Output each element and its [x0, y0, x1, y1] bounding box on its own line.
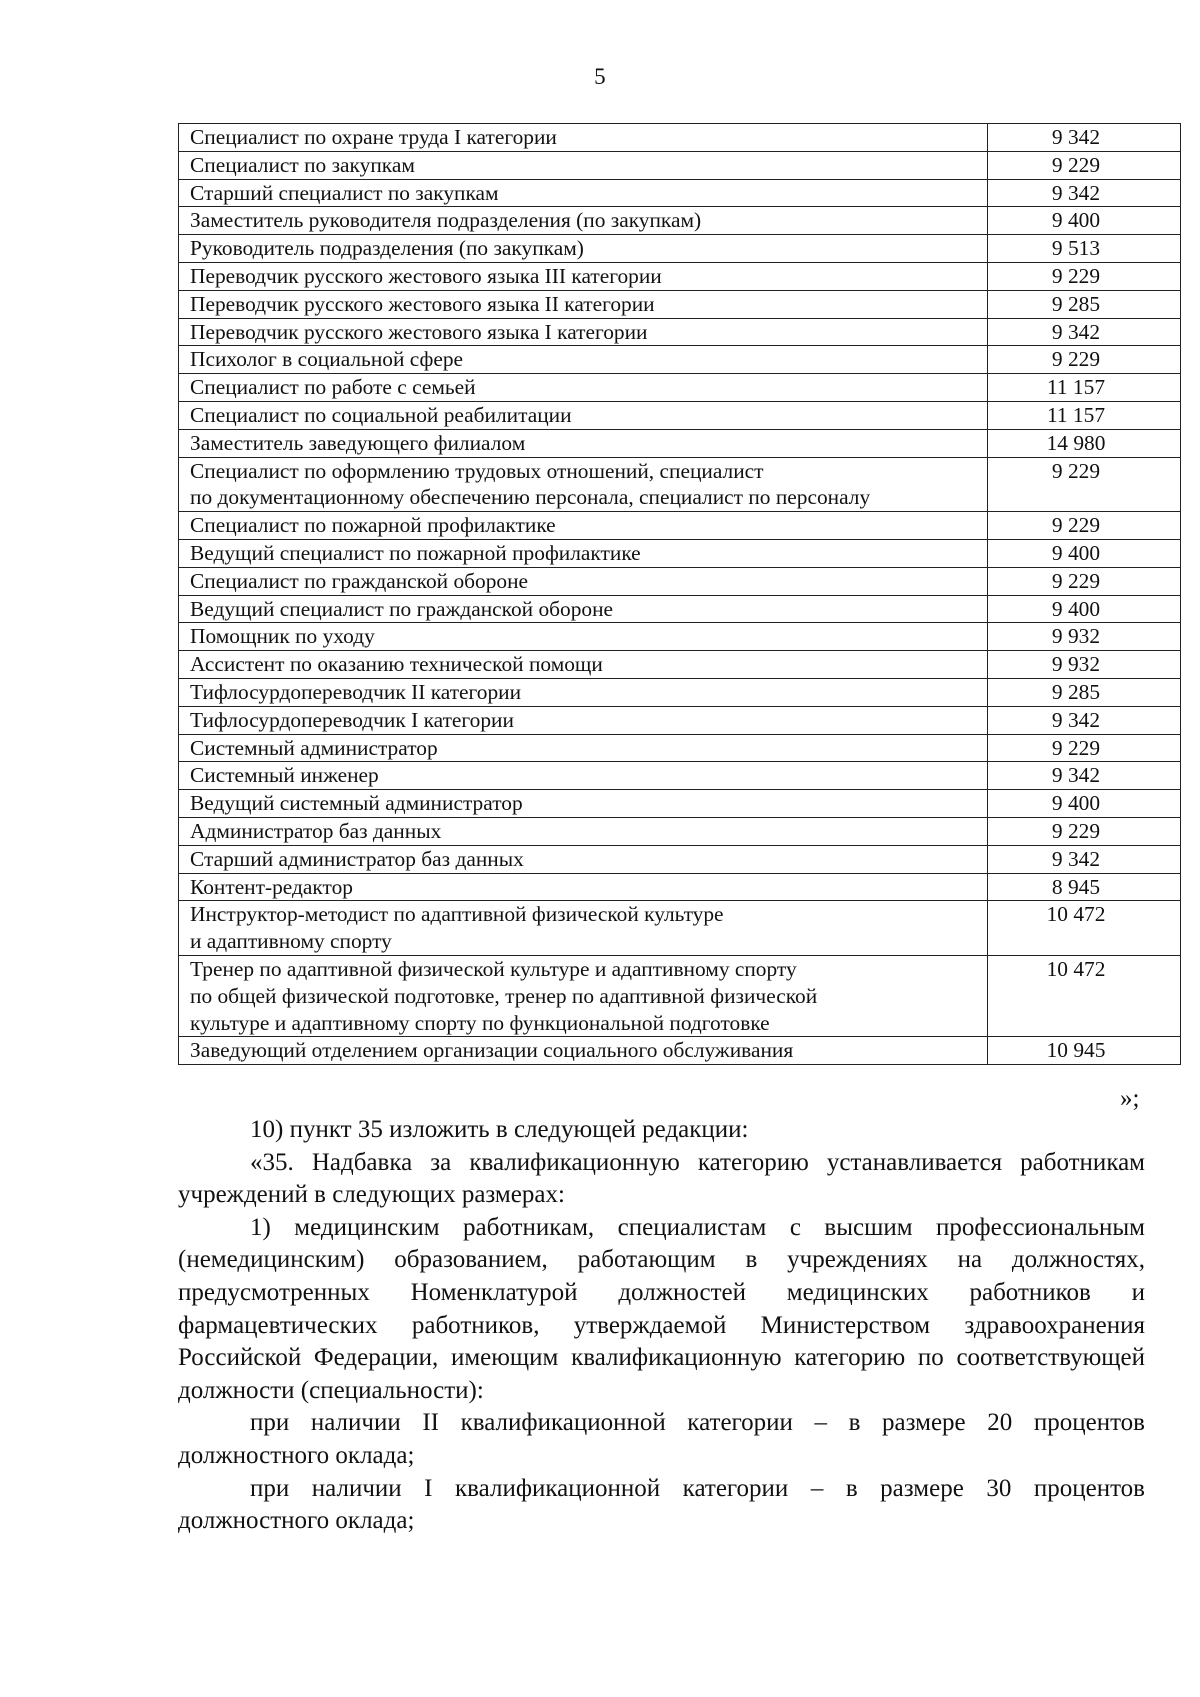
- position-text: Специалист по социальной реабилитации: [190, 402, 572, 427]
- position-cell: [179, 429, 988, 457]
- position-cell: [179, 346, 988, 374]
- table-row: [179, 124, 1181, 152]
- position-cell: [179, 845, 988, 873]
- table-row: [179, 235, 1181, 263]
- salary-cell: 9 342: [988, 318, 1181, 346]
- table-row: [179, 734, 1181, 762]
- position-cell: [179, 762, 988, 790]
- table-row: [179, 845, 1181, 873]
- position-cell: [179, 623, 988, 651]
- table-row: [179, 457, 1181, 512]
- position-cell: [179, 318, 988, 346]
- position-cell: [179, 817, 988, 845]
- table-row: [179, 873, 1181, 901]
- position-text: Ассистент по оказанию технической помощи: [190, 652, 603, 677]
- position-text: Системный администратор: [190, 735, 438, 760]
- salary-cell: 9 400: [988, 207, 1181, 235]
- table-row: [179, 623, 1181, 651]
- table-row: [179, 595, 1181, 623]
- table-row: [179, 346, 1181, 374]
- salary-cell: 9 229: [988, 151, 1181, 179]
- salary-cell: 9 932: [988, 623, 1181, 651]
- paragraph-clause-35: «35. Надбавка за квалификационную категорию устанавливается работникам учреждений в следующих размерах:: [178, 1148, 1145, 1209]
- position-cell: [179, 595, 988, 623]
- position-cell: [179, 678, 988, 706]
- paragraph-subclause-1: 1) медицинским работникам, специалистам с высшим профессиональным (немедицинским) образованием, работающим в учреждениях на должностях, предусмотренных Номенклатурой должностей медицинских работников и фармацевтических работников, утверждаемой Министерством здравоохранения Российской Федерации, имеющим квалификационную категорию по соответствующей должности (специальности):: [178, 1213, 1145, 1404]
- position-text: Специалист по закупкам: [190, 152, 415, 177]
- position-cell: [179, 262, 988, 290]
- position-text: Переводчик русского жестового языка III категории: [190, 263, 662, 288]
- table-row: [179, 401, 1181, 429]
- table-row: [179, 318, 1181, 346]
- position-cell: [179, 512, 988, 540]
- salary-cell: 9 229: [988, 734, 1181, 762]
- position-text: Ведущий специалист по пожарной профилактике: [190, 540, 641, 565]
- salary-cell: 9 342: [988, 845, 1181, 873]
- position-cell: [179, 374, 988, 402]
- salary-cell: 9 400: [988, 539, 1181, 567]
- closing-quote-mark: »;: [1120, 1085, 1140, 1112]
- position-text: Специалист по охране труда I категории: [190, 125, 557, 149]
- salary-cell: 9 342: [988, 762, 1181, 790]
- salary-cell: 9 400: [988, 790, 1181, 818]
- salary-cell: 10 472: [988, 901, 1181, 956]
- table-row: [179, 179, 1181, 207]
- salary-cell: 9 229: [988, 346, 1181, 374]
- salary-cell: 9 285: [988, 290, 1181, 318]
- table-row: [179, 790, 1181, 818]
- position-text: Системный инженер: [190, 763, 379, 788]
- salary-cell: 9 342: [988, 124, 1181, 152]
- position-text: Ведущий специалист по гражданской обороне: [190, 596, 614, 621]
- position-text: Контент-редактор: [190, 874, 353, 899]
- salary-table-container: [178, 123, 1146, 1065]
- position-text: Помощник по уходу: [190, 624, 375, 649]
- salary-cell: 9 229: [988, 262, 1181, 290]
- position-text: Заведующий отделением организации социального обслуживания: [190, 1038, 794, 1063]
- table-row: [179, 207, 1181, 235]
- table-row: [179, 512, 1181, 540]
- position-cell: [179, 1037, 988, 1065]
- position-text: Специалист по гражданской обороне: [190, 568, 529, 593]
- position-text: Ведущий системный администратор: [190, 791, 523, 816]
- position-cell: [179, 151, 988, 179]
- position-text: по документационному обеспечению персонала, специалист по персоналу: [190, 485, 871, 510]
- position-text: Переводчик русского жестового языка II категории: [190, 291, 655, 316]
- position-cell: [179, 734, 988, 762]
- salary-cell: 9 400: [988, 595, 1181, 623]
- table-row: [179, 706, 1181, 734]
- position-cell: [179, 706, 988, 734]
- salary-cell: 9 342: [988, 179, 1181, 207]
- position-text: Старший специалист по закупкам: [190, 180, 499, 205]
- salary-cell: 10 472: [988, 955, 1181, 1036]
- position-text: Тифлосурдопереводчик I категории: [190, 707, 514, 732]
- table-row: [179, 678, 1181, 706]
- salary-cell: 9 285: [988, 678, 1181, 706]
- table-row: [179, 151, 1181, 179]
- position-text: культуре и адаптивному спорту по функциональной подготовке: [190, 1010, 770, 1035]
- salary-cell: 9 229: [988, 457, 1181, 512]
- position-cell: [179, 179, 988, 207]
- position-text: Руководитель подразделения (по закупкам): [190, 236, 584, 261]
- salary-cell: 9 229: [988, 512, 1181, 540]
- position-cell: [179, 567, 988, 595]
- salary-table-body: [179, 124, 1181, 1065]
- position-text: Заместитель заведующего филиалом: [190, 430, 526, 455]
- salary-cell: 10 945: [988, 1037, 1181, 1065]
- position-cell: [179, 290, 988, 318]
- paragraph-category-2: при наличии II квалификационной категории – в размере 20 процентов должностного оклада;: [178, 1409, 1145, 1469]
- table-row: [179, 651, 1181, 679]
- position-cell: [179, 651, 988, 679]
- salary-cell: 8 945: [988, 873, 1181, 901]
- position-text: Старший администратор баз данных: [190, 846, 524, 871]
- position-cell: [179, 457, 988, 512]
- salary-table: [178, 123, 1181, 1065]
- position-text: Специалист по работе с семьей: [190, 375, 476, 400]
- position-cell: [179, 901, 988, 956]
- table-row: [179, 567, 1181, 595]
- table-row: [179, 262, 1181, 290]
- table-row: [179, 539, 1181, 567]
- position-text: Тренер по адаптивной физической культуре и адаптивному спорту: [190, 956, 797, 981]
- table-row: [179, 374, 1181, 402]
- table-row: [179, 901, 1181, 956]
- position-text: Тифлосурдопереводчик II категории: [190, 679, 522, 704]
- paragraph-item-10: 10) пункт 35 изложить в следующей редакции:: [250, 1116, 749, 1143]
- salary-cell: 9 932: [988, 651, 1181, 679]
- salary-cell: 9 229: [988, 817, 1181, 845]
- position-text: по общей физической подготовке, тренер по адаптивной физической: [190, 983, 818, 1008]
- salary-cell: 9 513: [988, 235, 1181, 263]
- salary-cell: 11 157: [988, 401, 1181, 429]
- salary-cell: 11 157: [988, 374, 1181, 402]
- table-row: [179, 290, 1181, 318]
- position-text: Специалист по оформлению трудовых отношений, специалист: [190, 458, 764, 483]
- position-cell: [179, 124, 988, 152]
- page-number: 5: [594, 64, 606, 89]
- position-text: Психолог в социальной сфере: [190, 347, 464, 372]
- position-text: Специалист по пожарной профилактике: [190, 513, 556, 538]
- table-row: [179, 762, 1181, 790]
- table-row: [179, 1037, 1181, 1065]
- position-cell: [179, 873, 988, 901]
- table-row: [179, 955, 1181, 1036]
- position-text: и адаптивному спорту: [190, 929, 392, 954]
- position-text: Заместитель руководителя подразделения (по закупкам): [190, 208, 702, 233]
- table-row: [179, 429, 1181, 457]
- body-text: [178, 1114, 1145, 1538]
- salary-cell: 9 229: [988, 567, 1181, 595]
- position-cell: [179, 235, 988, 263]
- table-row: [179, 817, 1181, 845]
- salary-cell: 14 980: [988, 429, 1181, 457]
- position-cell: [179, 401, 988, 429]
- paragraph-category-1: при наличии I квалификационной категории – в размере 30 процентов должностного оклада;: [178, 1474, 1145, 1535]
- position-cell: [179, 790, 988, 818]
- position-text: Инструктор-методист по адаптивной физической культуре: [190, 902, 724, 927]
- position-cell: [179, 539, 988, 567]
- position-text: Переводчик русского жестового языка I категории: [190, 319, 648, 344]
- position-text: Администратор баз данных: [190, 818, 442, 843]
- salary-cell: 9 342: [988, 706, 1181, 734]
- position-cell: [179, 955, 988, 1036]
- position-cell: [179, 207, 988, 235]
